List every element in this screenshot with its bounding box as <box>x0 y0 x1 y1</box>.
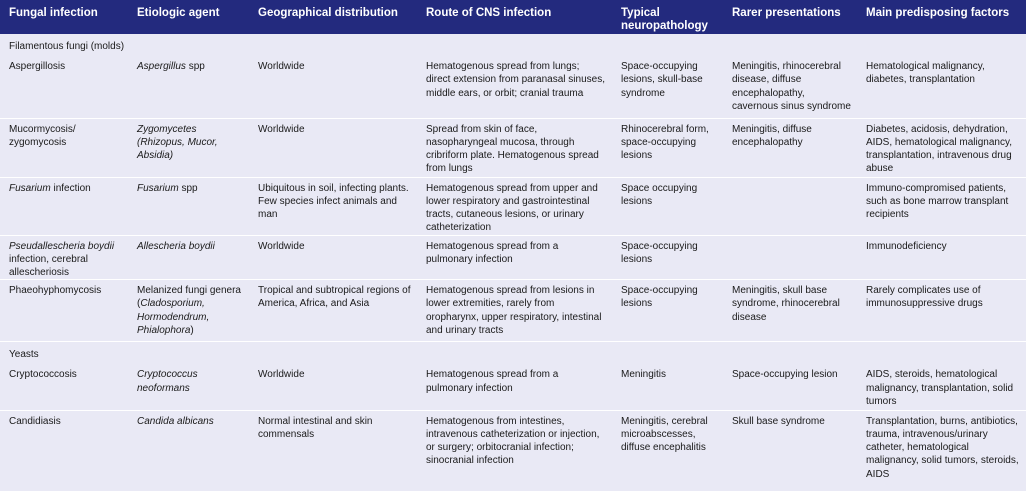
header-typical-neuropathology: Typical neuropathology <box>621 7 708 32</box>
cell-pathology: Space-occupying lesions, skull-base syndrome <box>612 56 723 118</box>
cell-factors: Transplantation, burns, antibiotics, trauma, intravenous/urinary catheter, hematological malignancy, solid tumors, steroids, AIDS <box>866 415 1019 480</box>
header-geographical-distribution: Geographical distribution <box>258 7 398 19</box>
header-main-predisposing-factors: Main predisposing factors <box>866 7 1010 19</box>
cell-distribution: Worldwide <box>249 235 417 280</box>
cell-factors: Immunodeficiency <box>857 235 1026 280</box>
cell-route: Hematogenous spread from lungs; direct extension from paranasal sinuses, middle ears, or orbit; cranial trauma <box>417 56 612 118</box>
cell-pathology: Meningitis <box>612 364 723 410</box>
cell-pathology: Rhinocerebral form, space-occupying lesions <box>612 118 723 177</box>
cell-rarer: Meningitis, skull base syndrome, rhinocerebral disease <box>723 280 857 342</box>
cell-infection: Fusarium infection <box>0 177 128 235</box>
header-etiologic-agent: Etiologic agent <box>137 7 220 19</box>
header-rarer-presentations: Rarer presentations <box>732 7 841 19</box>
cell-factors: Immuno-compromised patients, such as bone marrow transplant recipients <box>857 177 1026 235</box>
cell-infection: Pseudallescheria boydii infection, cerebral allescheriosis <box>0 235 128 280</box>
header-fungal-infection: Fungal infection <box>9 7 98 19</box>
cell-infection: Cryptococcosis <box>0 364 128 410</box>
cell-agent: Candida albicans <box>137 415 214 427</box>
cell-agent: Melanized fungi genera (Cladosporium, Hormodendrum, Phialophora) <box>128 280 249 342</box>
cell-rarer: Meningitis, rhinocerebral disease, diffuse encephalopathy, cavernous sinus syndrome <box>723 56 857 118</box>
cell-infection: Aspergillosis <box>0 56 128 118</box>
cell-distribution: Ubiquitous in soil, infecting plants. Few species infect animals and man <box>249 177 417 235</box>
cell-infection: Mucormycosis/ zygomycosis <box>0 118 128 177</box>
section-row-molds <box>0 34 1026 56</box>
table-row <box>0 177 1026 235</box>
cell-agent: Allescheria boydii <box>128 235 249 280</box>
cell-route: Spread from skin of face, nasopharyngeal mucosa, through cribriform plate. Hematogenous spread from lungs <box>417 118 612 177</box>
cell-distribution: Worldwide <box>249 56 417 118</box>
cell-distribution: Worldwide <box>249 118 417 177</box>
cell-rarer: Space-occupying lesion <box>723 364 857 410</box>
cell-pathology: Space occupying lesions <box>612 177 723 235</box>
cell-rarer: Skull base syndrome <box>732 415 825 427</box>
cell-pathology: Space-occupying lesions <box>612 280 723 342</box>
header-row <box>0 0 1026 34</box>
cell-agent: Aspergillus spp <box>128 56 249 118</box>
cell-agent: Zygomycetes (Rhizopus, Mucor, Absidia) <box>128 118 249 177</box>
cell-pathology: Meningitis, cerebral microabscesses, diffuse encephalitis <box>621 415 708 454</box>
cell-factors: Rarely complicates use of immunosuppressive drugs <box>857 280 1026 342</box>
cell-rarer <box>723 177 857 235</box>
cell-pathology: Space-occupying lesions <box>612 235 723 280</box>
cell-infection: Phaeohyphomycosis <box>0 280 128 342</box>
table-row <box>0 280 1026 342</box>
cell-distribution: Normal intestinal and skin commensals <box>258 415 373 441</box>
cell-route: Hematogenous spread from a pulmonary infection <box>417 235 612 280</box>
cell-infection: Candidiasis <box>9 415 61 427</box>
cell-route: Hematogenous spread from a pulmonary infection <box>417 364 612 410</box>
cell-route: Hematogenous spread from upper and lower respiratory and gastrointestinal tracts, cutaneous lesions, or urinary catheterization <box>417 177 612 235</box>
section-row-yeasts <box>0 342 1026 365</box>
header-route-of-cns-infection: Route of CNS infection <box>426 7 552 19</box>
cell-rarer <box>723 235 857 280</box>
cell-route: Hematogenous spread from lesions in lower extremities, rarely from oropharynx, upper respiratory, intestinal and urinary tracts <box>417 280 612 342</box>
cell-agent: Fusarium spp <box>128 177 249 235</box>
cell-distribution: Tropical and subtropical regions of America, Africa, and Asia <box>249 280 417 342</box>
table-row <box>0 56 1026 118</box>
table-row <box>0 364 1026 410</box>
cell-factors: Diabetes, acidosis, dehydration, AIDS, hematological malignancy, transplantation, intravenous drug abuse <box>857 118 1026 177</box>
cell-route: Hematogenous from intestines, intravenous catheterization or injection, or surgery; orbitocranial infection; sinocranial infection <box>426 415 600 467</box>
table-row <box>0 118 1026 177</box>
section-title-yeasts: Yeasts <box>9 349 39 361</box>
cell-factors: Hematological malignancy, diabetes, transplantation <box>857 56 1026 118</box>
cell-factors: AIDS, steroids, hematological malignancy, transplantation, solid tumors <box>857 364 1026 410</box>
cell-rarer: Meningitis, diffuse encephalopathy <box>723 118 857 177</box>
table-row <box>0 235 1026 280</box>
section-title-molds: Filamentous fungi (molds) <box>9 41 125 52</box>
cell-distribution: Worldwide <box>249 364 417 410</box>
table-row <box>0 410 1026 482</box>
cell-agent: Cryptococcus neoformans <box>128 364 249 410</box>
